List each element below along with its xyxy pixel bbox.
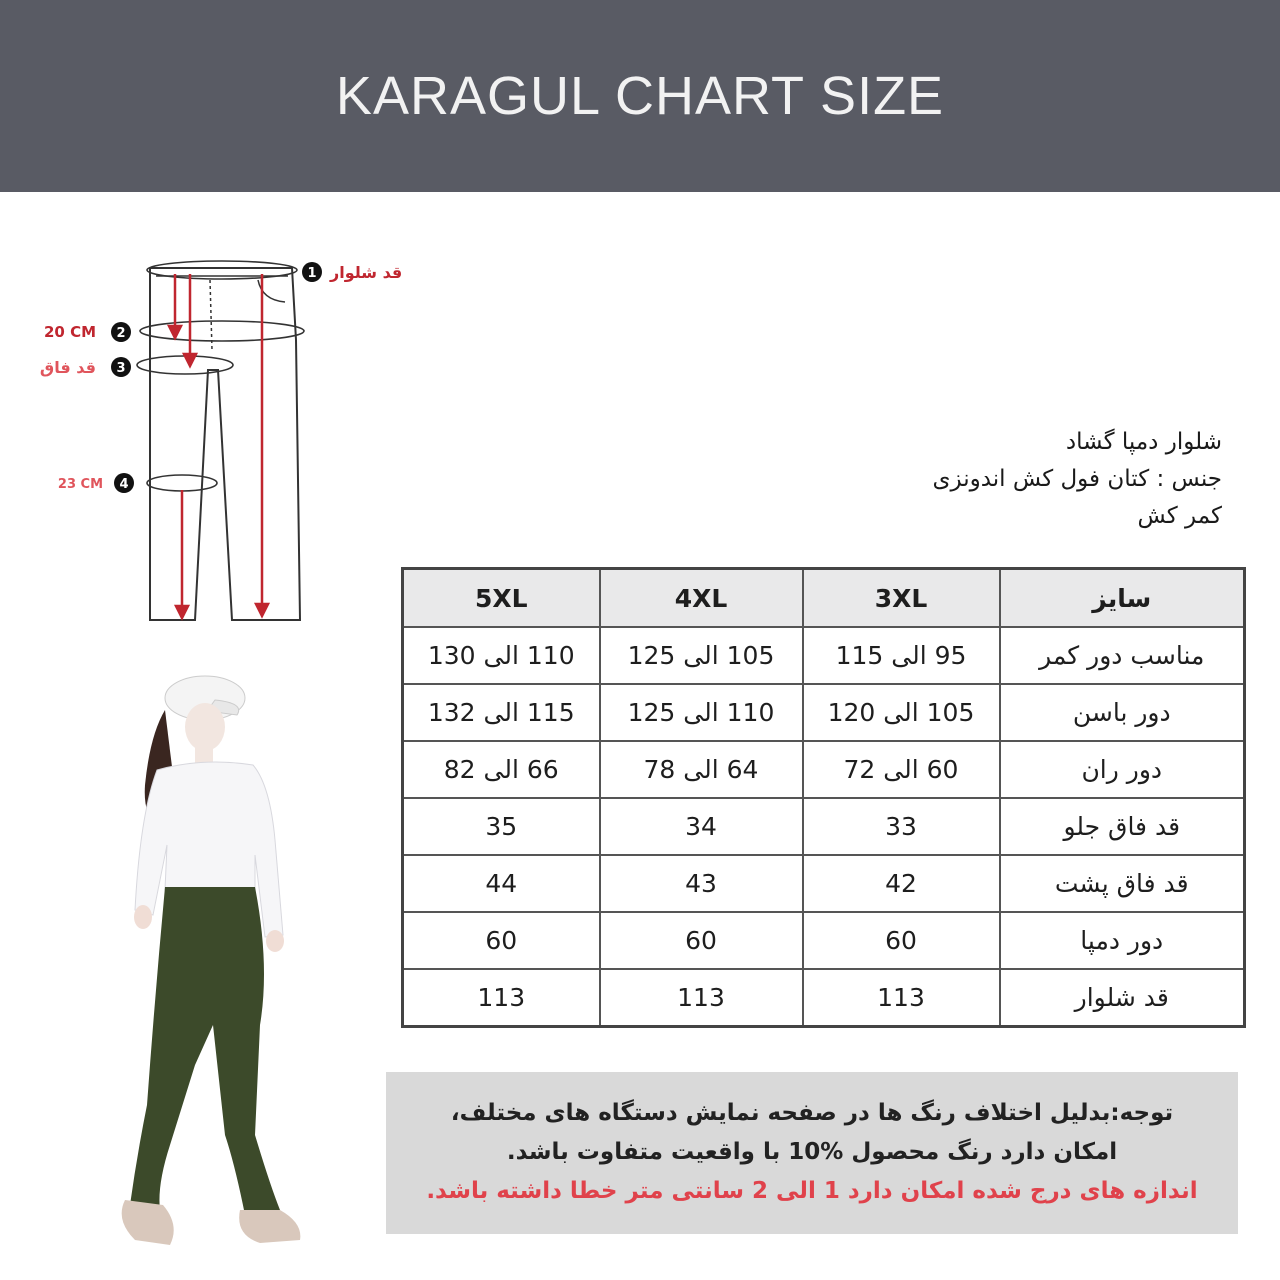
header-banner: [0, 0, 1280, 192]
marker-2-label: 20 CM: [43, 323, 96, 341]
page-title: KARAGUL CHART SIZE: [335, 66, 945, 126]
notice-line-2: امکان دارد رنگ محصول %10 با واقعیت متفاوت باشد.: [506, 1139, 1118, 1165]
table-cell: 44: [403, 855, 600, 912]
table-cell: 113: [600, 969, 803, 1027]
table-cell: 110 الی 130: [403, 627, 600, 684]
row-label: مناسب دور کمر: [1000, 627, 1245, 684]
product-info: [702, 424, 1222, 535]
hip-ellipse: [140, 321, 304, 341]
row-label: دور باسن: [1000, 684, 1245, 741]
table-cell: 60: [403, 912, 600, 969]
marker-2-number: 2: [116, 326, 126, 341]
table-row: [403, 741, 1245, 798]
product-name: شلوار دمپا گشاد: [1065, 429, 1222, 455]
table-header-size: 4XL: [600, 569, 803, 628]
table-cell: 105 الی 120: [803, 684, 1000, 741]
knee-ellipse: [147, 475, 217, 491]
row-label: قد فاق پشت: [1000, 855, 1245, 912]
model-photo: [95, 665, 355, 1255]
table-header-row: [403, 569, 1245, 628]
table-cell: 110 الی 125: [600, 684, 803, 741]
table-cell: 43: [600, 855, 803, 912]
table-cell: 60 الی 72: [803, 741, 1000, 798]
table-cell: 35: [403, 798, 600, 855]
table-cell: 33: [803, 798, 1000, 855]
table-row: [403, 912, 1245, 969]
table-cell: 66 الی 82: [403, 741, 600, 798]
table-cell: 113: [403, 969, 600, 1027]
table-header-size: 3XL: [803, 569, 1000, 628]
marker-3-label: قد فاق: [39, 358, 96, 377]
table-cell: 64 الی 78: [600, 741, 803, 798]
table-cell: 42: [803, 855, 1000, 912]
marker-1-label: قد شلوار: [330, 263, 403, 282]
marker-4-label: 23 CM: [57, 477, 103, 492]
table-cell: 95 الی 115: [803, 627, 1000, 684]
notice-line-1: توجه:بدلیل اختلاف رنگ ها در صفحه نمایش دستگاه های مختلف،: [450, 1100, 1174, 1126]
pants-diagram-svg: [0, 240, 420, 640]
model-illustration: [95, 665, 355, 1255]
table-cell: 115 الی 132: [403, 684, 600, 741]
notice-box: [386, 1072, 1238, 1234]
table-row: [403, 855, 1245, 912]
table-cell: 113: [803, 969, 1000, 1027]
product-material: جنس : کتان فول کش اندونزی: [932, 466, 1222, 492]
table-row: [403, 969, 1245, 1027]
table-cell: 105 الی 125: [600, 627, 803, 684]
notice-warning: اندازه های درج شده امکان دارد 1 الی 2 سانتی متر خطا داشته باشد.: [426, 1178, 1198, 1204]
row-label: قد فاق جلو: [1000, 798, 1245, 855]
row-label: دور دمپا: [1000, 912, 1245, 969]
pants-measurement-diagram: [0, 240, 420, 640]
table-cell: 34: [600, 798, 803, 855]
table-cell: 60: [803, 912, 1000, 969]
table-header-size: 5XL: [403, 569, 600, 628]
table-row: [403, 684, 1245, 741]
product-waist-type: کمر کش: [1137, 503, 1222, 529]
row-label: قد شلوار: [1000, 969, 1245, 1027]
marker-4-number: 4: [119, 477, 129, 492]
size-chart-table: [401, 567, 1246, 1028]
row-label: دور ران: [1000, 741, 1245, 798]
table-row: [403, 627, 1245, 684]
marker-1-number: 1: [307, 266, 317, 281]
table-row: [403, 798, 1245, 855]
marker-3-number: 3: [116, 361, 126, 376]
table-header-size-label: سایز: [1000, 569, 1245, 628]
table-cell: 60: [600, 912, 803, 969]
